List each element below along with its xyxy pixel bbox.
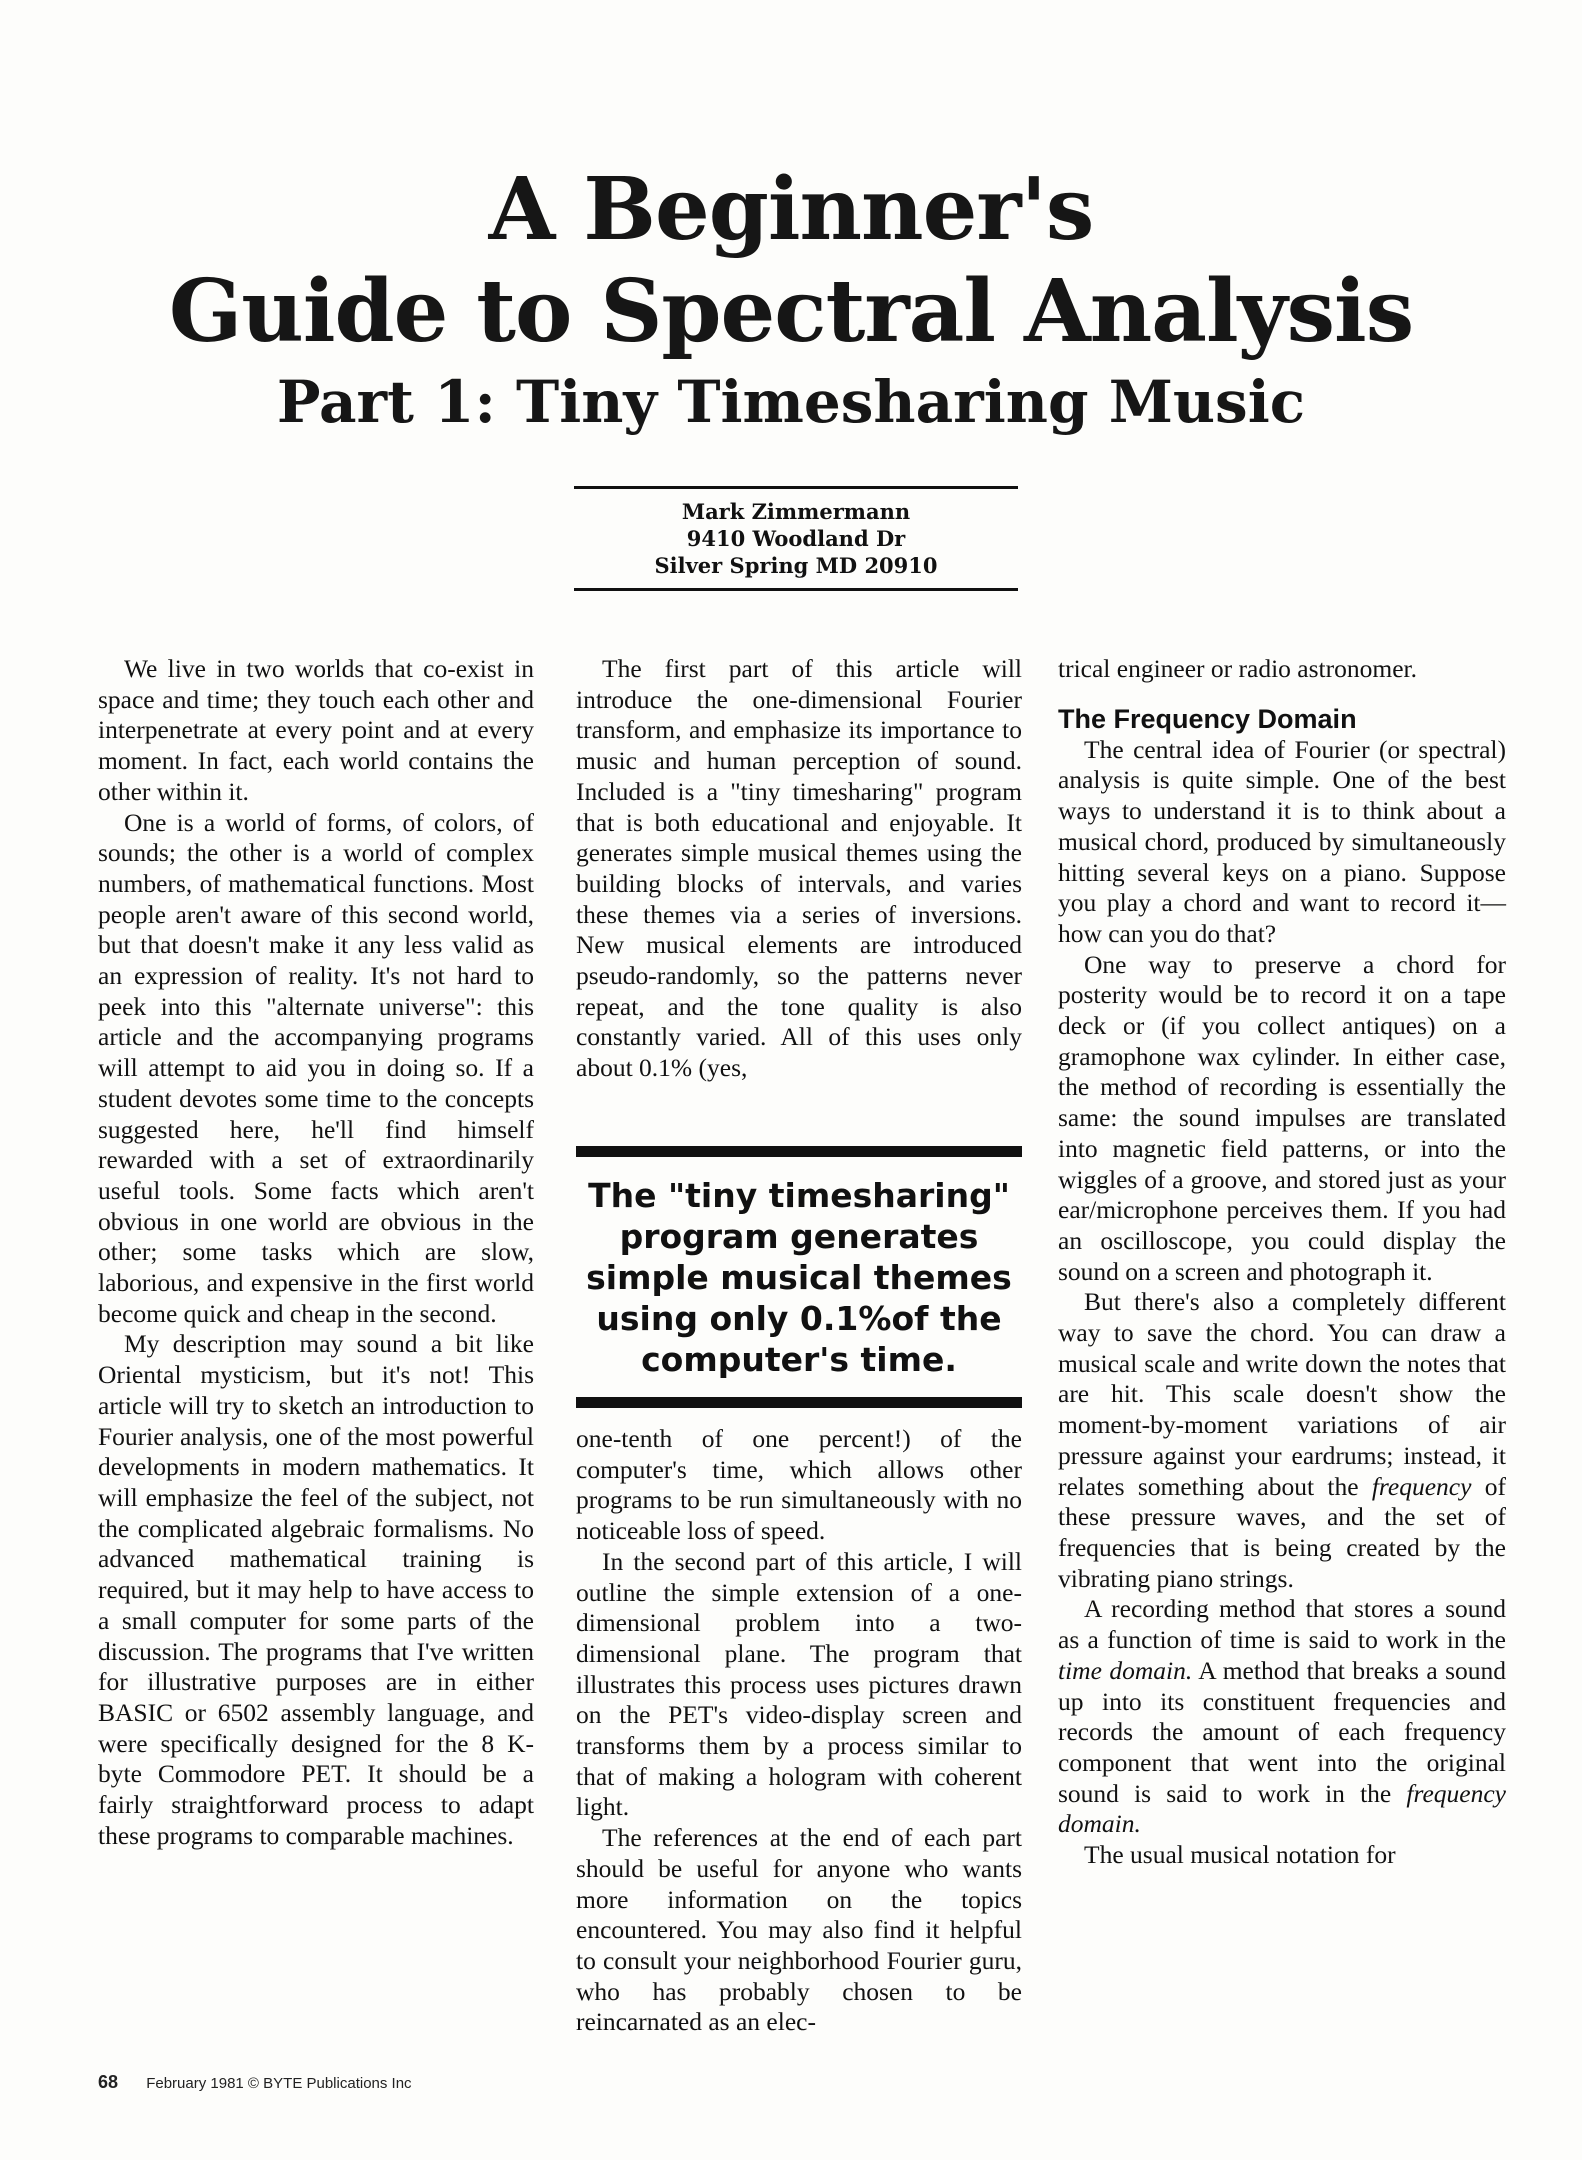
paragraph: trical engineer or radio astronomer. [1058,654,1417,683]
column-3 [1058,654,1506,1871]
section-heading: The Frequency Domain [1058,703,1357,734]
paragraph: The usual musical notation for [1084,1840,1396,1870]
paragraph: The first part of this article will introduce the one-dimensional Fourier transform, and emphasize its importance to music and human perception of sound. Included is a "tiny timesharing" program that is both educational and enjoyable. It generates simple musical themes using the building blocks of intervals, and varies these themes via a series of inversions. New musical elements are introduced pseudo-randomly, so the patterns never repeat, and the tone quality is also constantly varied. All of this uses only about 0.1% (yes, [576,654,1022,1083]
title-line-2: Guide to Spectral Analysis [168,261,1414,362]
paragraph: We live in two worlds that co-exist in space and time; they touch each other and interpenetrate at every point and at every moment. In fact, each world contains the other within it. [98,654,534,806]
author-name: Mark Zimmermann [681,499,911,524]
paragraph: But there's also a completely different way to save the chord. You can draw a musical scale and write down the notes that are hit. This scale doesn't show the moment-by-moment variations of air pressure against your eardrums; instead, it relates something about the frequency of these pressure waves, and the set of frequencies that is being created by the vibrating piano strings. [1058,1287,1506,1593]
paragraph: My description may sound a bit like Oriental mysticism, but it's not! This article will try to sketch an introduction to Fourier analysis, one of the most powerful developments in modern mathematics. It will emphasize the feel of the subject, not the complicated algebraic formalisms. No advanced mathematical training is required, but it may help to have access to a small computer for some parts of the discussion. The programs that I've written for illustrative purposes are in either BASIC or 6502 assembly language, and were specifically designed for the 8 K-byte Commodore PET. It should be a fairly straightforward process to adapt these programs to comparable machines. [98,1329,534,1850]
column-2-top [576,654,1022,1084]
paragraph: One is a world of forms, of colors, of sounds; the other is a world of complex numbers, of mathematical functions. Most people aren't aware of this second world, but that doesn't make it any less valid as an expression of reality. It's not hard to peek into this "alternate universe": this article and the accompanying programs will attempt to aid you in doing so. If a student devotes some time to the concepts suggested here, he'll find himself rewarded with a set of extraordinarily useful tools. Some facts which aren't obvious in one world are obvious in the other; some tasks which are slow, laborious, and expensive in the first world become quick and cheap in the second. [98,807,534,1328]
paragraph: The references at the end of each part should be useful for anyone who wants more information on the topics encountered. You may also find it helpful to consult your neighborhood Fourier guru, who has probably chosen to be reincarnated as an elec- [576,1823,1022,2037]
column-2-bottom [576,1424,1022,2038]
title-line-1: A Beginner's [488,159,1094,260]
paragraph: A recording method that stores a sound as a function of time is said to work in the time domain. A method that breaks a sound up into its constituent frequencies and records the amount of each frequency component that went into the original sound is said to work in the frequency domain. [1058,1594,1507,1839]
byline-top-rule [574,486,1018,489]
page-footer [98,2072,412,2093]
column-1 [98,654,534,1851]
byline [574,498,1018,579]
page-number: 68 [98,2072,119,2092]
author-street: 9410 Woodland Dr [686,526,906,551]
paragraph: In the second part of this article, I will outline the simple extension of a one-dimensional problem into a two-dimensional plane. The program that illustrates this process uses pictures drawn on the PET's video-display screen and transforms them by a process similar to that of making a hologram with coherent light. [576,1546,1022,1822]
paragraph: One way to preserve a chord for posterity would be to record it on a tape deck or (if you collect antiques) on a gramophone wax cylinder. In either case, the method of recording is essentially the same: the sound impulses are translated into magnetic field patterns, or into the wiggles of a groove, and stored just as your ear/microphone perceives them. If you had an oscilloscope, you could display the sound on a screen and photograph it. [1058,949,1506,1286]
footer-text: February 1981 © BYTE Publications Inc [146,2075,412,2092]
pull-quote [576,1146,1022,1408]
paragraph: one-tenth of one percent!) of the computer's time, which allows other programs to be run simultaneously with no noticeable loss of speed. [576,1424,1022,1546]
pull-quote-text: The "tiny timesharing" program generates simple musical themes using only 0.1%of the computer's time. [586,1175,1012,1379]
paragraph: The central idea of Fourier (or spectral) analysis is quite simple. One of the best ways to understand it is to think about a musical chord, produced by simultaneously hitting several keys on a piano. Suppose you play a chord and want to record it—how can you do that? [1058,734,1506,948]
author-city: Silver Spring MD 20910 [654,553,938,578]
byline-bottom-rule [574,588,1018,591]
subtitle: Part 1: Tiny Timesharing Music [276,368,1306,436]
